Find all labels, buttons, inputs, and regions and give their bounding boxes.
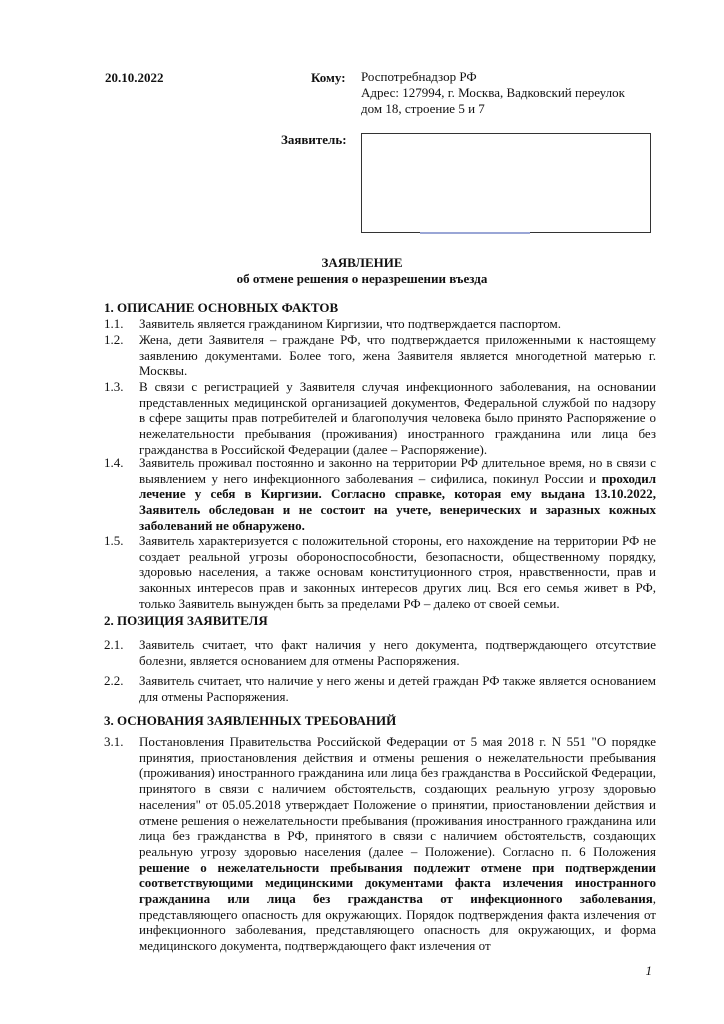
list-item xyxy=(104,379,656,458)
list-item xyxy=(104,332,656,379)
page-number: 1 xyxy=(645,963,652,978)
item-text-bold: проходил лечение у себя в Киргизии. Согласно справке, которая ему выдана 13.10.2022, Заявитель обследован и не состоит на учете, венерических и заразных кожных заболеваний не обнаружено. xyxy=(139,470,656,533)
document-subtitle: об отмене решения о неразрешении въезда xyxy=(236,271,488,286)
list-item xyxy=(104,455,656,534)
item-text: Заявитель является гражданином Киргизии, что подтверждается паспортом. xyxy=(139,316,562,331)
item-number: 1.1. xyxy=(104,316,124,331)
item-number: 2.2. xyxy=(104,673,124,688)
item-text: Заявитель считает, что факт наличия у него документа, подтверждающего отсутствие болезни, является основанием для отмены Распоряжения. xyxy=(139,637,656,668)
item-number: 1.2. xyxy=(104,332,124,347)
document-date: 20.10.2022 xyxy=(105,70,164,85)
recipient-line: Адрес: 127994, г. Москва, Вадковский переулок xyxy=(361,85,625,100)
list-item xyxy=(104,734,656,954)
item-text-tail: , представляющего опасность для окружающих. Порядок подтверждения факта излечения от инфекционного заболевания, представляющего опасность для окружающих, и форма медицинского документа, подтверждающего факт излечения от xyxy=(139,891,656,954)
item-text: Заявитель считает, что наличие у него жены и детей граждан РФ также является основанием для отмены Распоряжения. xyxy=(139,673,656,704)
item-number: 1.3. xyxy=(104,379,124,394)
recipient-block xyxy=(361,69,625,117)
list-item xyxy=(104,673,656,704)
item-number: 2.1. xyxy=(104,637,124,652)
section-heading: 3. ОСНОВАНИЯ ЗАЯВЛЕННЫХ ТРЕБОВАНИЙ xyxy=(104,713,397,728)
applicant-label: Заявитель: xyxy=(281,132,347,147)
item-number: 3.1. xyxy=(104,734,124,749)
list-item xyxy=(104,316,656,332)
section-heading: 1. ОПИСАНИЕ ОСНОВНЫХ ФАКТОВ xyxy=(104,300,339,315)
applicant-redacted-box xyxy=(361,133,651,233)
list-item xyxy=(104,637,656,668)
recipient-line: Роспотребнадзор РФ xyxy=(361,69,477,84)
redaction-mark xyxy=(420,232,530,234)
item-number: 1.4. xyxy=(104,455,124,470)
item-text xyxy=(139,455,656,534)
document-title: ЗАЯВЛЕНИЕ xyxy=(321,255,403,270)
item-text: Жена, дети Заявителя – граждане РФ, что подтверждается приложенными к настоящему заявлению документами. Более того, жена Заявителя является многодетной матерью г. Москвы. xyxy=(139,332,656,379)
list-item xyxy=(104,533,656,612)
item-text: Заявитель характеризуется с положительной стороны, его нахождение на территории РФ не создает реальной угрозы обороноспособности, безопасности, общественному порядку, здоровью населения, а также основам конституционного строя, нравственности, прав и законных интересов прав и законных интересов других лиц. Вся его семья живет в РФ, только Заявитель вынужден быть за пределами РФ – далеко от своей семьи. xyxy=(139,533,656,611)
item-text-bold: решение о нежелательности пребывания подлежит отмене при подтверждении соответствующими медицинскими документами факта излечения иностранного гражданина или лица без гражданства от инфекционного заболевания xyxy=(139,859,656,907)
item-text xyxy=(139,734,656,954)
item-text-plain: Заявитель проживал постоянно и законно на территории РФ длительное время, но в связи с выявлением у него инфекционного заболевания – сифилиса, покинул России и xyxy=(139,455,656,486)
recipient-line: дом 18, строение 5 и 7 xyxy=(361,101,485,116)
section-heading: 2. ПОЗИЦИЯ ЗАЯВИТЕЛЯ xyxy=(104,613,268,628)
item-text: В связи с регистрацией у Заявителя случая инфекционного заболевания, на основании представленных медицинской организацией документов, Федеральной службой по надзору в сфере защиты прав потребителей и благополучия человека было принято Распоряжение о нежелательности пребывания (проживания) иностранного гражданина или лица без гражданства в Российской Федерации (далее – Распоряжение). xyxy=(139,379,656,457)
item-text-plain: Постановления Правительства Российской Федерации от 5 мая 2018 г. N 551 "О порядке принятия, приостановления действия и отмены решения о нежелательности пребывания (проживания) иностранного гражданина или лица без гражданства в Российской Федерации, принятого в связи с наличием обстоятельств, создающих реальную угрозу здоровью населения" от 05.05.2018 утверждает Положение о принятии, приостановлении действия и отмене решения о нежелательности пребывания (проживания иностранного гражданина или лица без гражданства в РФ, принятого в связи с наличием обстоятельств, создающих реальную угрозу здоровью населения (далее – Положение). Согласно п. 6 Положения xyxy=(139,734,656,859)
recipient-label: Кому: xyxy=(311,70,346,85)
item-number: 1.5. xyxy=(104,533,124,548)
